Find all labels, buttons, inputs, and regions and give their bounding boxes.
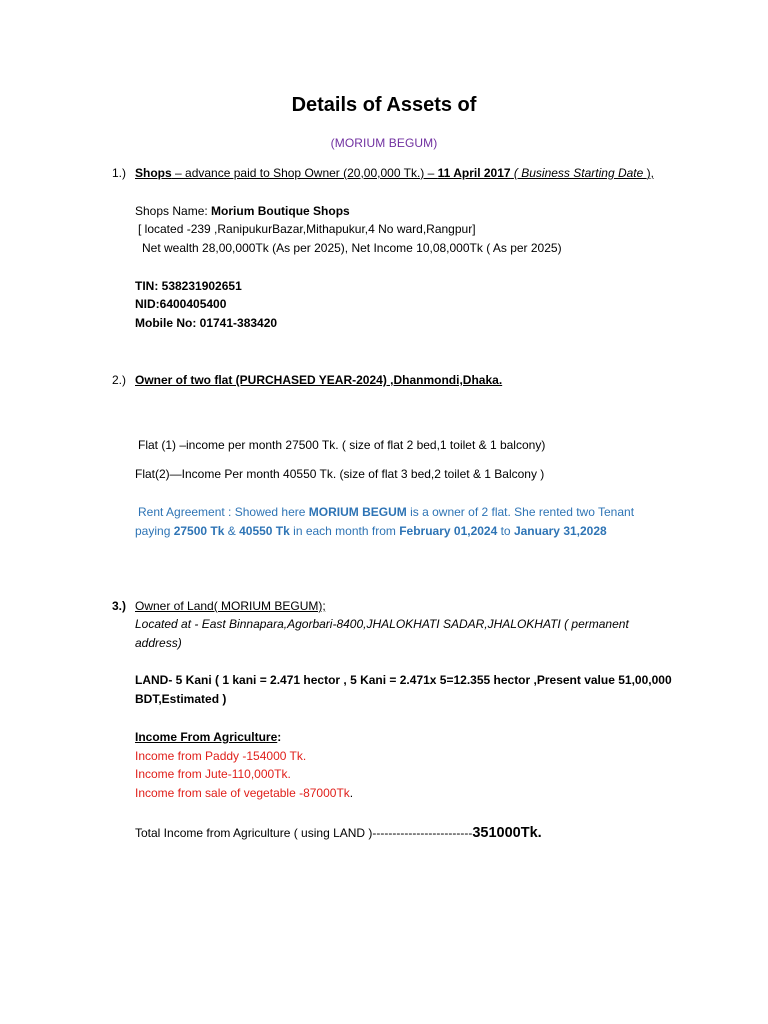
nid-number: NID:6400405400: [135, 297, 227, 311]
land-location-line-1: Located at - East Binnapara,Agorbari-8400,JHALOKHATI SADAR,JHALOKHATI ( permanent: [135, 617, 629, 631]
business-start-note: ( Business Starting Date: [513, 166, 647, 180]
rent-start-date: February 01,2024: [399, 524, 498, 538]
colon: :: [277, 730, 282, 744]
agriculture-heading-text: Income From Agriculture: [135, 730, 278, 744]
shops-name-value: Morium Boutique Shops: [211, 204, 350, 218]
net-wealth-line: Net wealth 28,00,000Tk (As per 2025), Net Income 10,08,000Tk ( As per 2025): [142, 241, 562, 255]
section-3-heading: Owner of Land( MORIUM BEGUM);: [135, 599, 326, 613]
owner-name-subtitle: (MORIUM BEGUM): [330, 136, 438, 150]
paren-close: ),: [646, 166, 654, 180]
business-start-date: 11 April 2017: [437, 166, 511, 180]
section-2-number: 2.): [112, 373, 127, 387]
rent-text: paying: [135, 524, 174, 538]
rent-text: in each month from: [289, 524, 400, 538]
land-details-line-2: BDT,Estimated ): [135, 692, 227, 706]
shop-location: [ located -239 ,RanipukurBazar,Mithapukur,4 No ward,Rangpur]: [138, 222, 476, 236]
rent-agreement-text: Rent Agreement : Showed here: [138, 505, 309, 519]
tin-number: TIN: 538231902651: [135, 279, 242, 293]
rent-agreement-line-1: [138, 505, 634, 520]
section-1-heading: [135, 166, 654, 181]
total-agriculture-income: [135, 826, 542, 841]
shops-name-label: Shops Name:: [135, 204, 212, 218]
rent-agreement-text-2: is a owner of 2 flat. She rented two Tenant: [406, 505, 635, 519]
document-title: Details of Assets of: [291, 94, 477, 116]
rent-agreement-line-2: [135, 524, 607, 539]
shops-advance-text: – advance paid to Shop Owner (20,00,000 Tk.) –: [171, 166, 438, 180]
rent-amount-2: 40550 Tk: [239, 524, 290, 538]
section-1-number: 1.): [112, 166, 127, 180]
shops-label: Shops: [135, 166, 172, 180]
income-vegetable-line: [135, 786, 353, 801]
mobile-number: Mobile No: 01741-383420: [135, 316, 278, 330]
flat-2-income: Flat(2)—Income Per month 40550 Tk. (size of flat 3 bed,2 toilet & 1 Balcony ): [135, 467, 545, 481]
rent-text: to: [497, 524, 514, 538]
rent-owner-name: MORIUM BEGUM: [308, 505, 407, 519]
total-income-label: Total Income from Agriculture ( using LAND )-------------------------: [135, 826, 473, 840]
rent-amount-1: 27500 Tk: [173, 524, 225, 538]
income-vegetable: Income from sale of vegetable -87000Tk: [135, 786, 350, 800]
income-paddy: Income from Paddy -154000 Tk.: [135, 749, 307, 763]
land-location-line-2: address): [135, 636, 182, 650]
flat-1-income: Flat (1) –income per month 27500 Tk. ( size of flat 2 bed,1 toilet & 1 balcony): [138, 438, 546, 452]
section-3-number: 3.): [112, 599, 127, 613]
section-2-heading: Owner of two flat (PURCHASED YEAR-2024) ,Dhanmondi,Dhaka.: [135, 373, 503, 387]
total-income-value: 351000Tk.: [472, 825, 542, 841]
rent-end-date: January 31,2028: [513, 524, 607, 538]
period: .: [349, 786, 354, 800]
agriculture-income-heading: [135, 730, 281, 745]
rent-text: &: [224, 524, 240, 538]
shops-name-line: [135, 204, 350, 219]
land-details-line-1: LAND- 5 Kani ( 1 kani = 2.471 hector , 5 Kani = 2.471x 5=12.355 hector ,Present value 51,00,000: [135, 673, 672, 687]
income-jute: Income from Jute-110,000Tk.: [135, 767, 291, 781]
